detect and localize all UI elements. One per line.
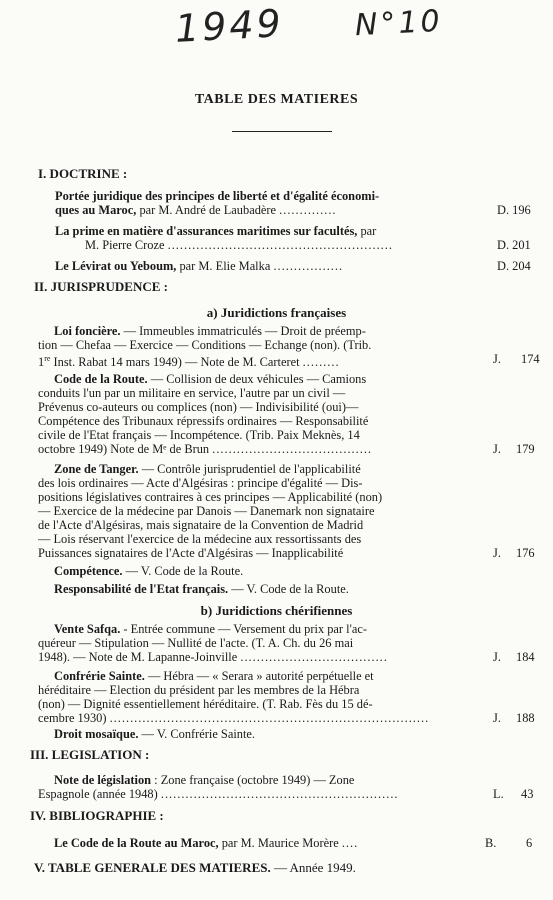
ref-letter: J. — [493, 711, 501, 725]
entry-vente-safqa: Vente Safqa. - Entrée commune — Versement du prix par l'ac- quéreur — Stipulation — Nullité de l'acte. (T. A. Ch. du 26 mai 1948). — Note de M. Lapanne-Joinville .................................... — [38, 622, 388, 664]
ref-letter: J. — [493, 442, 501, 456]
ref-page: 188 — [516, 711, 535, 725]
entry-code-route: Code de la Route. — Collision de deux véhicules — Camions conduits l'un par un militaire en service, l'autre par un civil — Prévenus co-auteurs ou complices (non) — Indivisibilité (oui)— Compétence des Tribunaux répressifs ordinaires — Responsabilité civile de l'Etat français — Incompétence. (Trib. Paix Meknès, 14 octobre 1949) Note de Mᵉ de Brun ....................................... — [38, 372, 373, 456]
entry-title: Le Lévirat ou Yeboum, — [55, 259, 177, 273]
ref-page: 176 — [516, 546, 535, 560]
entry-title: Zone de Tanger. — [54, 462, 139, 476]
ref-page: 174 — [521, 352, 540, 366]
ref-letter: J. — [493, 650, 501, 664]
handwritten-number: N°10 — [354, 3, 444, 44]
title-underline — [232, 131, 332, 132]
entry-title: Portée juridique des principes de liberté et d'égalité économi- — [55, 189, 380, 203]
entry-text: par M. Elie Malka — [176, 259, 271, 273]
ref-d196: D. 196 — [497, 203, 531, 217]
ref-letter: B. — [485, 836, 497, 850]
entry-title: Note de législation — [54, 773, 152, 787]
ref-page: 184 — [516, 650, 535, 664]
doctrine-entry-laubadere: Portée juridique des principes de liberté et d'égalité économi- ques au Maroc, par M. André de Laubadère .............. — [55, 189, 380, 217]
section-table-generale: V. TABLE GENERALE DES MATIERES. — Année 1949. — [34, 860, 356, 875]
entry-title: Vente Safqa. — [54, 622, 121, 636]
entry-text: M. Pierre Croze — [85, 238, 165, 252]
doctrine-entry-croze: La prime en matière d'assurances maritimes sur facultés, par M. Pierre Croze ....................................................... — [55, 224, 393, 252]
entry-text: par — [357, 224, 377, 238]
section-bibliographie: IV. BIBLIOGRAPHIE : — [30, 808, 164, 823]
entry-competence: Compétence. — V. Code de la Route. — [54, 564, 244, 578]
entry-text: par M. André de Laubadère — [136, 203, 277, 217]
entry-title: Compétence. — [54, 564, 123, 578]
subsection-francaises: a) Juridictions françaises — [206, 305, 347, 320]
entry-code-route-maroc: Le Code de la Route au Maroc, par M. Maurice Morère .... — [54, 836, 359, 850]
ref-d201: D. 201 — [497, 238, 531, 252]
handwritten-year: 1949 — [173, 1, 285, 51]
section-legislation: III. LEGISLATION : — [30, 747, 150, 762]
entry-title-cont: ques au Maroc, — [55, 203, 137, 217]
subsection-cherifiennes: b) Juridictions chérifiennes — [200, 603, 353, 618]
section-doctrine: I. DOCTRINE : — [38, 166, 128, 181]
ref-letter: L. — [493, 787, 504, 801]
entry-title: Loi foncière. — [54, 324, 121, 338]
ref-page: 179 — [516, 442, 535, 456]
entry-title: Le Code de la Route au Maroc, — [54, 836, 219, 850]
ref-page: 6 — [526, 836, 533, 850]
entry-zone-tanger: Zone de Tanger. — Contrôle jurisprudentiel de l'applicabilité des lois ordinaires — Acte d'Algésiras : principe d'égalité — Dis- positions législatives contraires à ces principes — Applicabilité (non) — Exercice de la médecine par Danois — Danemark non signataire de l'Acte d'Algésiras, mais signataire de la Convention de Madrid — Lois réservant l'exercice de la médecine aux ressortissants des Puissances signataires de l'Acte d'Algésiras — Inapplicabilité — [38, 462, 383, 560]
entry-title: Responsabilité de l'Etat français. — [54, 582, 229, 596]
entry-responsabilite: Responsabilité de l'Etat français. — V. Code de la Route. — [54, 582, 349, 596]
entry-loi-fonciere: Loi foncière. — Immeubles immatriculés — Droit de préemp- tion — Chefaa — Exercice — Conditions — Echange (non). (Trib. 1re Inst. Rabat 14 mars 1949) — Note de M. Carteret ......... — [38, 324, 372, 370]
doctrine-entry-malka: Le Lévirat ou Yeboum, par M. Elie Malka ................. — [55, 259, 344, 273]
ref-letter: J. — [493, 546, 501, 560]
entry-title: Confrérie Sainte. — [54, 669, 145, 683]
ref-page: 43 — [521, 787, 534, 801]
entry-note-legislation: Note de législation : Zone française (octobre 1949) — Zone Espagnole (année 1948) .......................................................... — [38, 773, 399, 801]
ref-d204: D. 204 — [497, 259, 531, 273]
entry-confrerie-sainte: Confrérie Sainte. — Hébra — « Serara » autorité perpétuelle et héréditaire — Election du président par les membres de la Hébra (non) — Dignité essentiellement héréditaire. (T. Rab. Fès du 15 dé- cembre 1930) .............................................................................. — [38, 669, 430, 725]
ref-letter: J. — [493, 352, 501, 366]
entry-title: La prime en matière d'assurances maritimes sur facultés, — [55, 224, 358, 238]
section-jurisprudence: II. JURISPRUDENCE : — [34, 279, 168, 294]
page-title: TABLE DES MATIERES — [194, 92, 359, 107]
entry-title: Code de la Route. — [54, 372, 148, 386]
entry-title: Droit mosaïque. — [54, 727, 139, 741]
entry-droit-mosaique: Droit mosaïque. — V. Confrérie Sainte. — [54, 727, 256, 741]
